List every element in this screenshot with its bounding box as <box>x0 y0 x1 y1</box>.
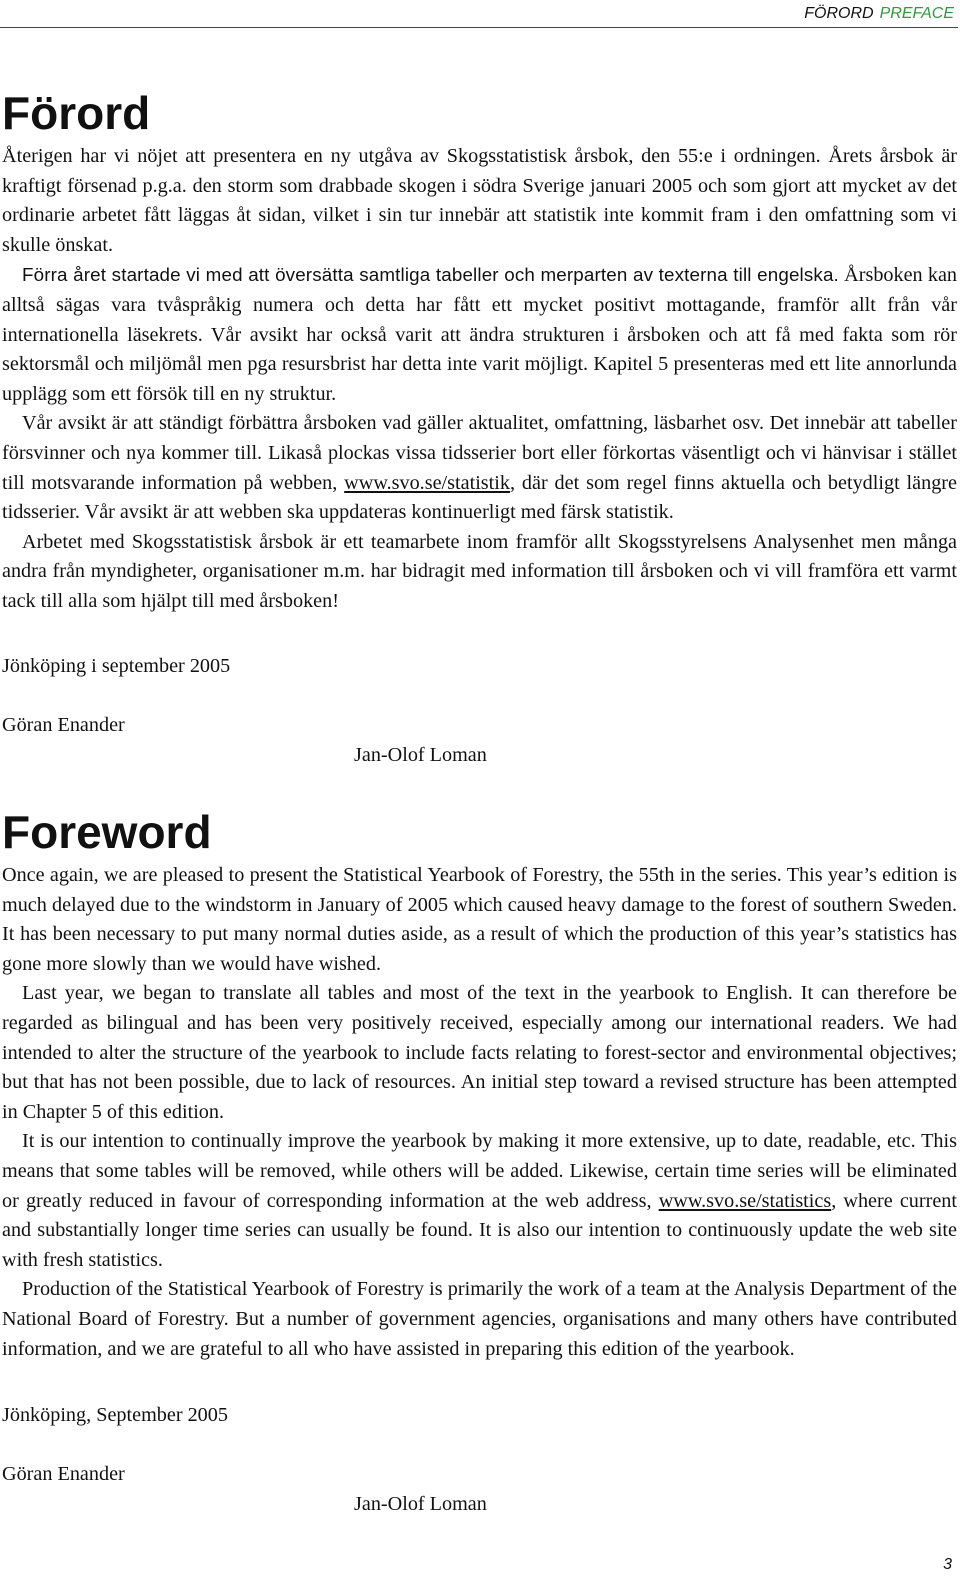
forord-paragraph-1 <box>2 142 957 260</box>
forord-paragraph-3 <box>2 409 957 527</box>
foreword-paragraph-4: Production of the Statistical Yearbook of Forestry is primarily the work of a team at the Analysis Department of the National Board of Forestry. But a number of government agencies, organisations and many others have contributed information, and we are grateful to all who have assisted in preparing this edition of the yearbook. <box>2 1278 957 1360</box>
foreword-p3-before: It is our intention to continually improve the yearbook by making it more extensive, up to date, readable, etc. This means that some tables will be removed, while others will be added. Likewise, certain time series will be eliminated or greatly reduced in favour of corresponding information at the web address, <box>2 1130 957 1212</box>
running-header <box>804 5 954 23</box>
foreword-paragraph-1: Once again, we are pleased to present the Statistical Yearbook of Forestry, the 55th in the series. This year’s edition is much delayed due to the windstorm in January of 2005 which caused heavy damage to the forest of southern Sweden. It has been necessary to put many normal duties aside, as a result of which the production of this year’s statistics has gone more slowly than we would have wished. <box>2 864 957 975</box>
foreword-title: Foreword <box>2 806 212 858</box>
foreword-signer-2: Jan-Olof Loman <box>354 1493 487 1515</box>
forord-p3-after: , där det som regel finns aktuella och betydligt längre tidsserier. Vår avsikt är att webben ska uppdateras kontinuerligt med färsk statistik. <box>2 471 957 524</box>
foreword-body <box>2 861 957 1364</box>
forord-p1-part-2: den storm som drabbade skogen i södra Sverige januari 2005 och som gjort att mycket av det ordinarie arbetet fått läggas åt sidan, vilket i sin tur innebär att statistik inte kommit fram i den omfattning som vi skulle önskat. <box>2 174 958 256</box>
forord-p2-sans: Förra året startade vi med att översätta samtliga tabeller och merparten av texterna till engelska. <box>22 264 839 286</box>
foreword-paragraph-3 <box>2 1127 957 1275</box>
forord-place-date: Jönköping i september 2005 <box>2 655 231 677</box>
forord-p3-before: Vår avsikt är att ständigt förbättra årsboken vad gäller aktualitet, omfattning, läsbarhet osv. Det innebär att tabeller försvinner och nya kommer till. Likaså plockas vissa tidsserier bort eller förkortas väsentligt och vi hänvisar i stället till motsvarande information på webben, <box>2 412 957 494</box>
forord-p4-text: Arbetet med Skogsstatistisk årsbok är ett teamarbete inom framför allt Skogsstyrelsens Analysenhet men många andra från myndigheter, organisationer m.m. har bidragit med information till årsboken och vi vill framföra ett varmt tack till alla som hjälpt till med årsboken! <box>2 530 957 612</box>
forord-body <box>2 142 957 617</box>
foreword-p3-after: , where current and substantially longer time series can usually be found. It is also our intention to continuously update the web site with fresh statistics. <box>2 1189 957 1271</box>
foreword-statistics-link[interactable]: www.svo.se/statistics <box>658 1189 832 1212</box>
header-rule <box>0 27 958 28</box>
forord-paragraph-2 <box>2 260 957 409</box>
forord-paragraph-4 <box>2 528 957 617</box>
header-swedish: FÖRORD <box>804 5 874 22</box>
forord-title: Förord <box>2 87 151 139</box>
header-english: PREFACE <box>879 5 954 22</box>
foreword-paragraph-2: Last year, we began to translate all tables and most of the text in the yearbook to English. It can therefore be regarded as bilingual and has been very positively received, especially among our international readers. We had intended to alter the structure of the yearbook to include facts relating to forest-sector and environmental objectives; but that has not been possible, due to lack of resources. An initial step toward a revised structure has been attempted in Chapter 5 of this edition. <box>2 982 957 1123</box>
forord-p2-serif: Årsboken kan alltså sägas vara tvåspråkig numera och detta har fått ett mycket positivt mottagande, framför allt från vår internationella läsekrets. Vår avsikt har också varit att ändra strukturen i årsboken och att få med fakta som rör sektorsmål och miljömål men pga resursbrist har detta inte varit möjligt. Kapitel 5 presenteras med ett lite annorlunda upplägg som ett försök till en ny struktur. <box>2 264 958 405</box>
foreword-signer-1: Göran Enander <box>2 1463 125 1485</box>
forord-signer-1: Göran Enander <box>2 714 125 736</box>
forord-p1-part-1: Återigen har vi nöjet att presentera en ny utgåva av Skogsstatistisk årsbok, den 55:e i ordningen. Årets årsbok är kraftigt försenad p.g.a. <box>2 145 957 197</box>
forord-signer-2: Jan-Olof Loman <box>354 744 487 766</box>
foreword-place-date: Jönköping, September 2005 <box>2 1404 228 1426</box>
page-number: 3 <box>943 1556 952 1573</box>
forord-statistik-link[interactable]: www.svo.se/statistik <box>344 471 510 494</box>
